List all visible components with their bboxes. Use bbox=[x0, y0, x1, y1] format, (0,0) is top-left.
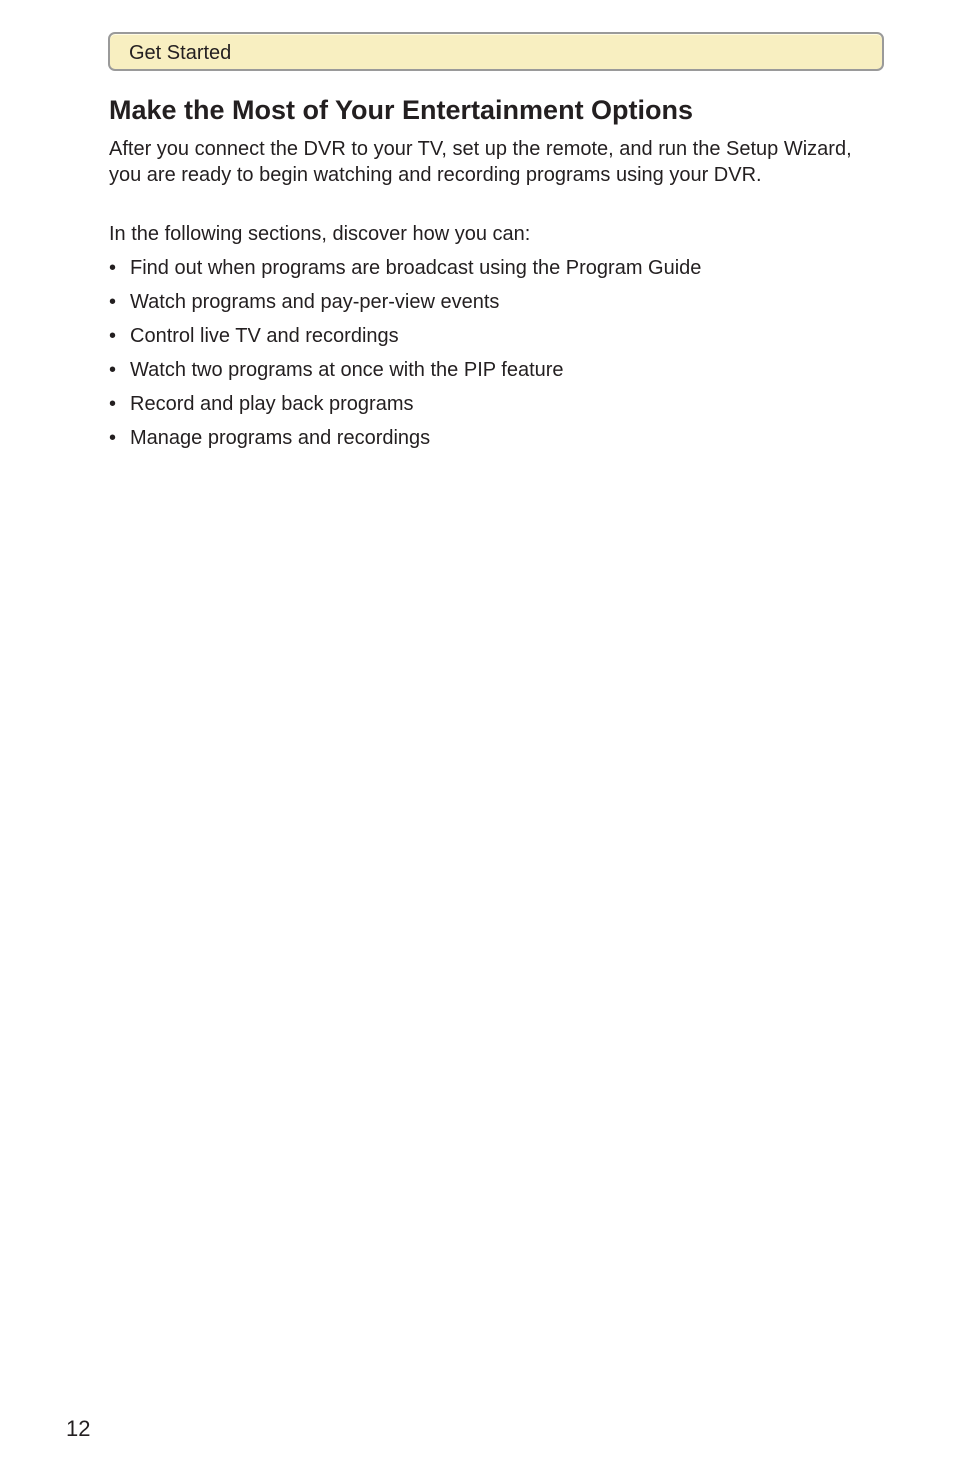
list-item-text: Manage programs and recordings bbox=[130, 427, 431, 449]
bullet-icon: • bbox=[109, 427, 117, 449]
intro-paragraph: After you connect the DVR to your TV, set up the remote, and run the Setup Wizard, you are ready to begin watching and recording programs using your DVR. bbox=[109, 138, 852, 186]
list-item-text: Control live TV and recordings bbox=[130, 325, 399, 347]
page-number: 12 bbox=[66, 1416, 91, 1441]
bullet-icon: • bbox=[109, 291, 117, 313]
bullet-icon: • bbox=[109, 325, 117, 347]
list-item-text: Find out when programs are broadcast using the Program Guide bbox=[130, 257, 702, 279]
bullet-icon: • bbox=[109, 359, 117, 381]
list-item-text: Record and play back programs bbox=[130, 393, 414, 415]
page-title: Make the Most of Your Entertainment Options bbox=[109, 95, 694, 125]
list-lead-in: In the following sections, discover how you can: bbox=[109, 223, 531, 245]
list-item-text: Watch two programs at once with the PIP feature bbox=[130, 359, 564, 381]
section-header-label: Get Started bbox=[129, 42, 232, 64]
bullet-icon: • bbox=[109, 257, 117, 279]
bullet-icon: • bbox=[109, 393, 117, 415]
list-item-text: Watch programs and pay-per-view events bbox=[130, 291, 500, 313]
section-header-bar bbox=[108, 32, 884, 71]
